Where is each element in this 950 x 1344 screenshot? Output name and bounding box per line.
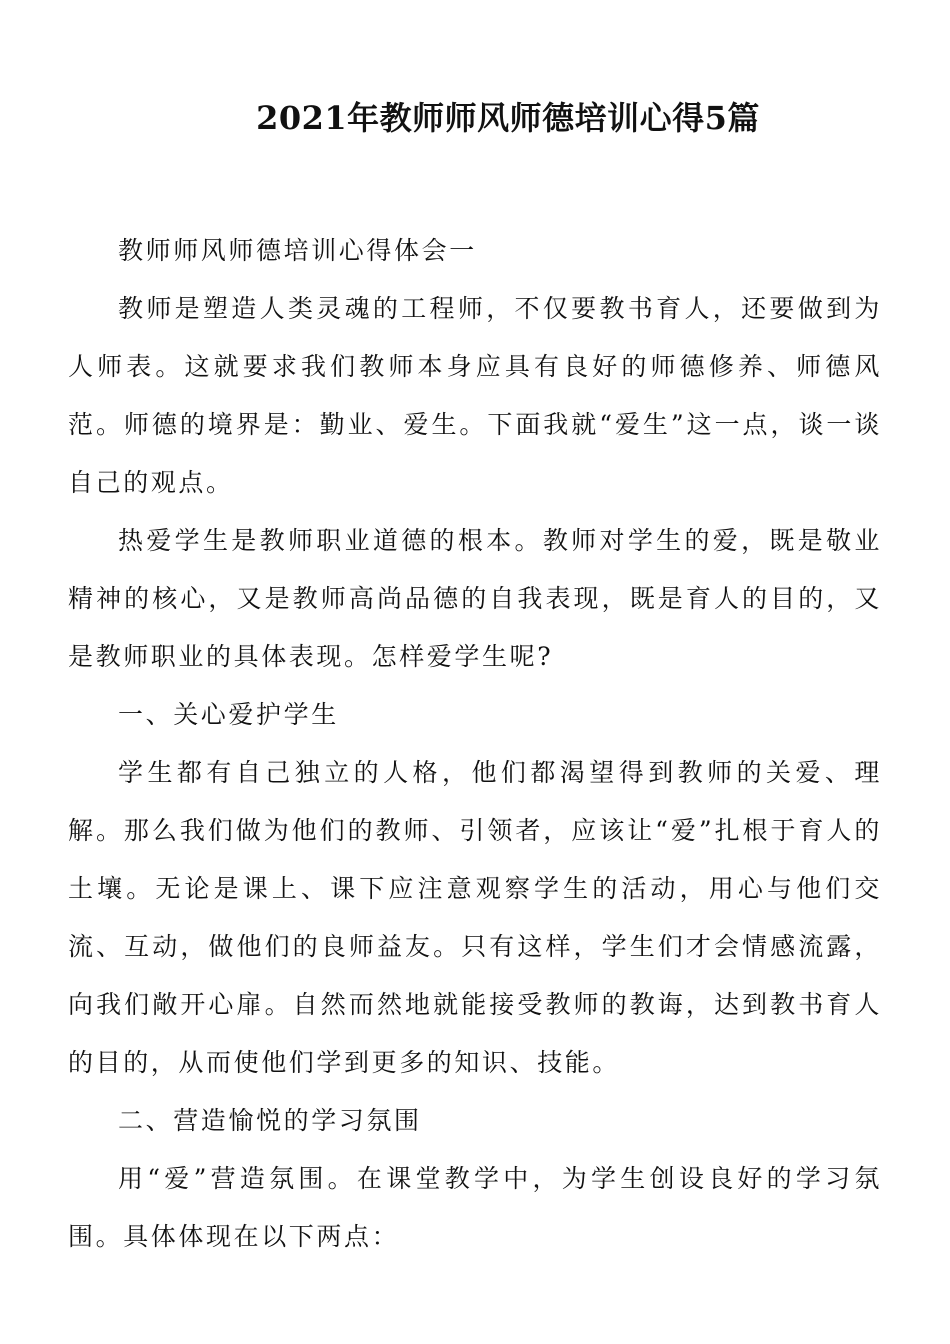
document-title: 2021年教师师风师德培训心得5篇	[256, 99, 760, 137]
document-body	[68, 222, 882, 1266]
subheading: 一、关心爱护学生	[118, 700, 339, 729]
paragraph: 学生都有自己独立的人格，他们都渴望得到教师的关爱、理解。那么我们做为他们的教师、引领者，应该让“爱”扎根于育人的土壤。无论是课上、课下应注意观察学生的活动，用心与他们交流、互动，做他们的良师益友。只有这样，学生们才会情感流露，向我们敞开心扉。自然而然地就能接受教师的教诲，达到教书育人的目的，从而使他们学到更多的知识、技能。	[68, 758, 882, 1077]
paragraph: 热爱学生是教师职业道德的根本。教师对学生的爱，既是敬业精神的核心，又是教师高尚品德的自我表现，既是育人的目的，又是教师职业的具体表现。怎样爱学生呢?	[68, 526, 882, 671]
section-heading: 教师师风师德培训心得体会一	[118, 236, 477, 265]
subheading: 二、营造愉悦的学习氛围	[118, 1106, 422, 1135]
paragraph: 教师是塑造人类灵魂的工程师，不仅要教书育人，还要做到为人师表。这就要求我们教师本身应具有良好的师德修养、师德风范。师德的境界是：勤业、爱生。下面我就“爱生”这一点，谈一谈自己的观点。	[68, 294, 882, 497]
paragraph: 用“爱”营造氛围。在课堂教学中，为学生创设良好的学习氛围。具体体现在以下两点：	[68, 1164, 882, 1251]
